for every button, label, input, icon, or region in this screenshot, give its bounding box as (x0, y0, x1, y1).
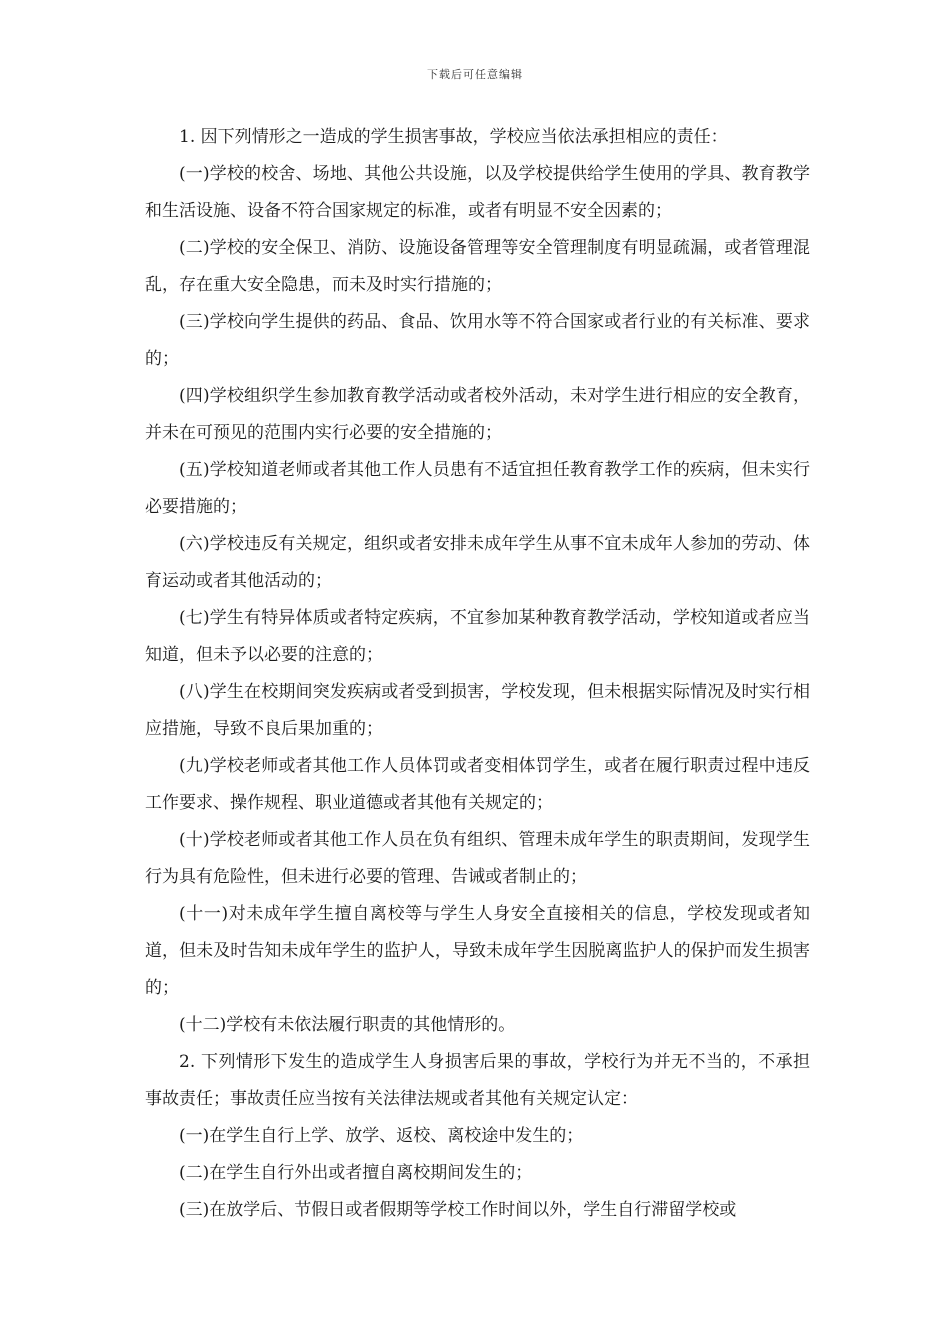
paragraph: (二)在学生自行外出或者擅自离校期间发生的； (179, 1163, 533, 1183)
page-header: 下载后可任意编辑 (427, 68, 523, 81)
paragraph: (三)学校向学生提供的药品、食品、饮用水等不符合国家或者行业的有关标准、要求的； (145, 312, 810, 369)
paragraph: (十一)对未成年学生擅自离校等与学生人身安全直接相关的信息，学校发现或者知道，但未及时告知未成年学生的监护人，导致未成年学生因脱离监护人的保护而发生损害的； (145, 904, 810, 998)
paragraph: (九)学校老师或者其他工作人员体罚或者变相体罚学生，或者在履行职责过程中违反工作要求、操作规程、职业道德或者其他有关规定的； (145, 756, 810, 813)
paragraph: (八)学生在校期间突发疾病或者受到损害，学校发现，但未根据实际情况及时实行相应措施，导致不良后果加重的； (145, 682, 810, 739)
paragraph: (十)学校老师或者其他工作人员在负有组织、管理未成年学生的职责期间，发现学生行为具有危险性，但未进行必要的管理、告诫或者制止的； (145, 830, 810, 887)
paragraph: (十二)学校有未依法履行职责的其他情形的。 (179, 1015, 516, 1035)
paragraph: (一)在学生自行上学、放学、返校、离校途中发生的； (179, 1126, 584, 1146)
paragraph: (二)学校的安全保卫、消防、设施设备管理等安全管理制度有明显疏漏，或者管理混乱，存在重大安全隐患，而未及时实行措施的； (145, 238, 810, 295)
paragraph: (六)学校违反有关规定，组织或者安排未成年学生从事不宜未成年人参加的劳动、体育运动或者其他活动的； (145, 534, 810, 591)
paragraph: (三)在放学后、节假日或者假期等学校工作时间以外，学生自行滞留学校或 (179, 1200, 737, 1220)
paragraph: (四)学校组织学生参加教育教学活动或者校外活动，未对学生进行相应的安全教育，并未在可预见的范围内实行必要的安全措施的； (145, 386, 810, 443)
paragraph: 1. 因下列情形之一造成的学生损害事故，学校应当依法承担相应的责任： (179, 127, 728, 147)
document-body (145, 119, 810, 1229)
paragraph: (五)学校知道老师或者其他工作人员患有不适宜担任教育教学工作的疾病，但未实行必要措施的； (145, 460, 810, 517)
paragraph: (七)学生有特异体质或者特定疾病，不宜参加某种教育教学活动，学校知道或者应当知道，但未予以必要的注意的； (145, 608, 810, 665)
paragraph: 2. 下列情形下发生的造成学生人身损害后果的事故，学校行为并无不当的，不承担事故责任；事故责任应当按有关法律法规或者其他有关规定认定： (145, 1052, 810, 1109)
paragraph: (一)学校的校舍、场地、其他公共设施，以及学校提供给学生使用的学具、教育教学和生活设施、设备不符合国家规定的标准，或者有明显不安全因素的； (145, 164, 810, 221)
